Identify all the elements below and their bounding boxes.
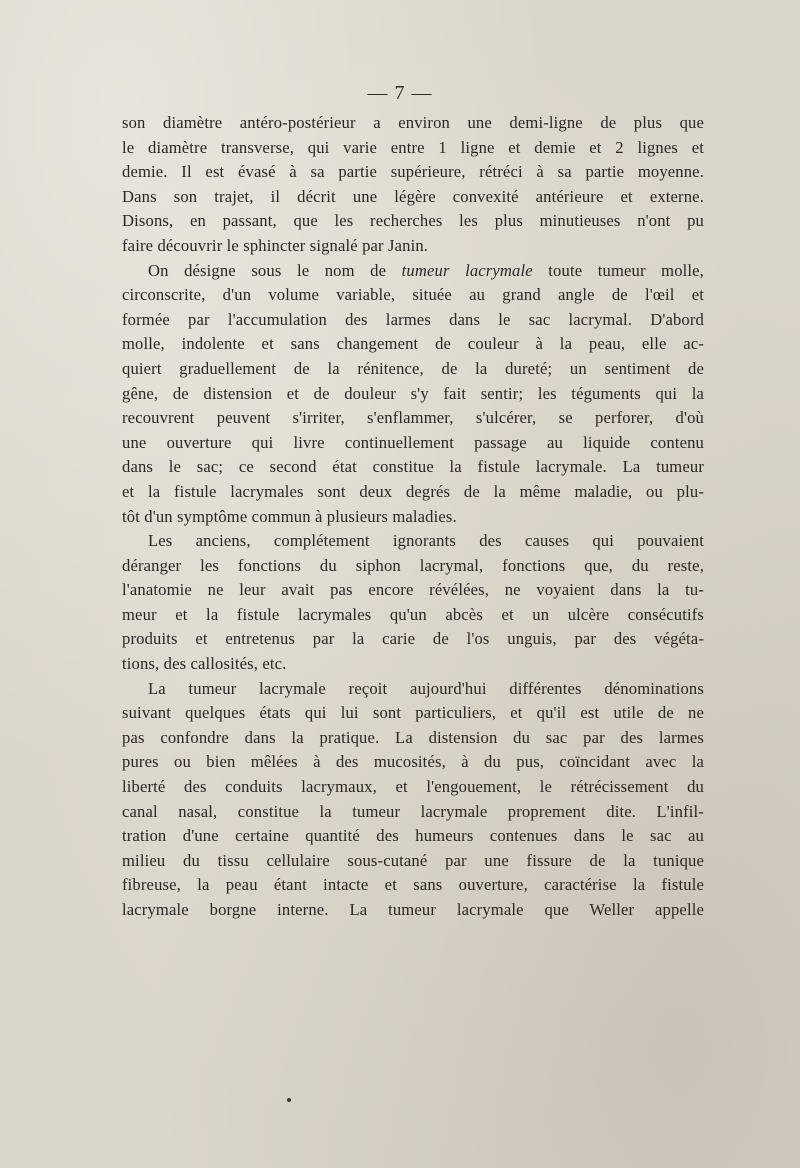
text-fragment: toute tumeur molle, [548,260,704,280]
paragraph-3 [122,529,704,677]
text-line: tration d'une certaine quantité des humeurs contenues dans le sac au [122,826,704,846]
text-line: le diamètre transverse, qui varie entre 1 ligne et demie et 2 lignes et [122,137,704,157]
paragraph-4 [122,677,704,923]
text-line: canal nasal, constitue la tumeur lacrymale proprement dite. L'infil- [122,801,704,821]
text-line-with-term [122,259,704,284]
text-line: tôt d'un symptôme commun à plusieurs maladies. [122,506,457,526]
text-line: formée par l'accumulation des larmes dans le sac lacrymal. D'abord [122,309,704,329]
text-line: liberté des conduits lacrymaux, et l'engouement, le rétrécissement du [122,777,704,797]
text-line: Disons, en passant, que les recherches les plus minutieuses n'ont pu [122,211,704,231]
text-line: Dans son trajet, il décrit une légère convexité antérieure et externe. [122,186,704,206]
text-line: recouvrent peuvent s'irriter, s'enflammer, s'ulcérer, se perforer, d'où [122,408,704,428]
text-line: quiert graduellement de la rénitence, de la dureté; un sentiment de [122,358,704,378]
body-text [122,111,704,923]
text-line: produits et entretenus par la carie de l'os unguis, par des végéta- [122,629,704,649]
text-line: La tumeur lacrymale reçoit aujourd'hui différentes dénominations [148,678,704,698]
text-fragment: On désigne sous le nom de [148,260,387,280]
text-line: lacrymale borgne interne. La tumeur lacrymale que Weller appelle [122,900,704,919]
text-line: déranger les fonctions du siphon lacrymal, fonctions que, du reste, [122,555,704,575]
text-line: fibreuse, la peau étant intacte et sans ouverture, caractérise la fistule [122,875,704,895]
text-line: gêne, de distension et de douleur s'y fait sentir; les téguments qui la [122,383,704,403]
text-line: et la fistule lacrymales sont deux degrés de la même maladie, ou plu- [122,481,704,501]
text-line: pures ou bien mêlées à des mucosités, à du pus, coïncidant avec la [122,752,704,772]
text-line: suivant quelques états qui lui sont particuliers, et qu'il est utile de ne [122,703,704,723]
text-line: Les anciens, complétement ignorants des causes qui pouvaient [148,531,704,551]
text-line: tions, des callosités, etc. [122,654,287,674]
text-line: son diamètre antéro-postérieur a environ une demi-ligne de plus que [122,113,704,132]
paragraph-1 [122,111,704,259]
italic-term: tumeur lacrymale [401,260,533,280]
text-line: meur et la fistule lacrymales qu'un abcès et un ulcère consécutifs [122,604,704,624]
paragraph-2 [122,259,704,530]
text-line: pas confondre dans la pratique. La distension du sac par des larmes [122,727,704,747]
text-line: faire découvrir le sphincter signalé par Janin. [122,235,429,255]
ink-speck [287,1098,291,1102]
page-number: — 7 — [367,82,433,104]
text-line: milieu du tissu cellulaire sous-cutané par une fissure de la tunique [122,850,704,870]
text-line: molle, indolente et sans changement de couleur à la peau, elle ac- [122,334,704,354]
text-line: une ouverture qui livre continuellement passage au liquide contenu [122,432,704,452]
text-line: circonscrite, d'un volume variable, située au grand angle de l'œil et [122,285,704,305]
text-line: dans le sac; ce second état constitue la fistule lacrymale. La tumeur [122,457,704,477]
text-line: l'anatomie ne leur avait pas encore révélées, ne voyaient dans la tu- [122,580,704,600]
text-line: demie. Il est évasé à sa partie supérieure, rétréci à sa partie moyenne. [122,162,704,182]
